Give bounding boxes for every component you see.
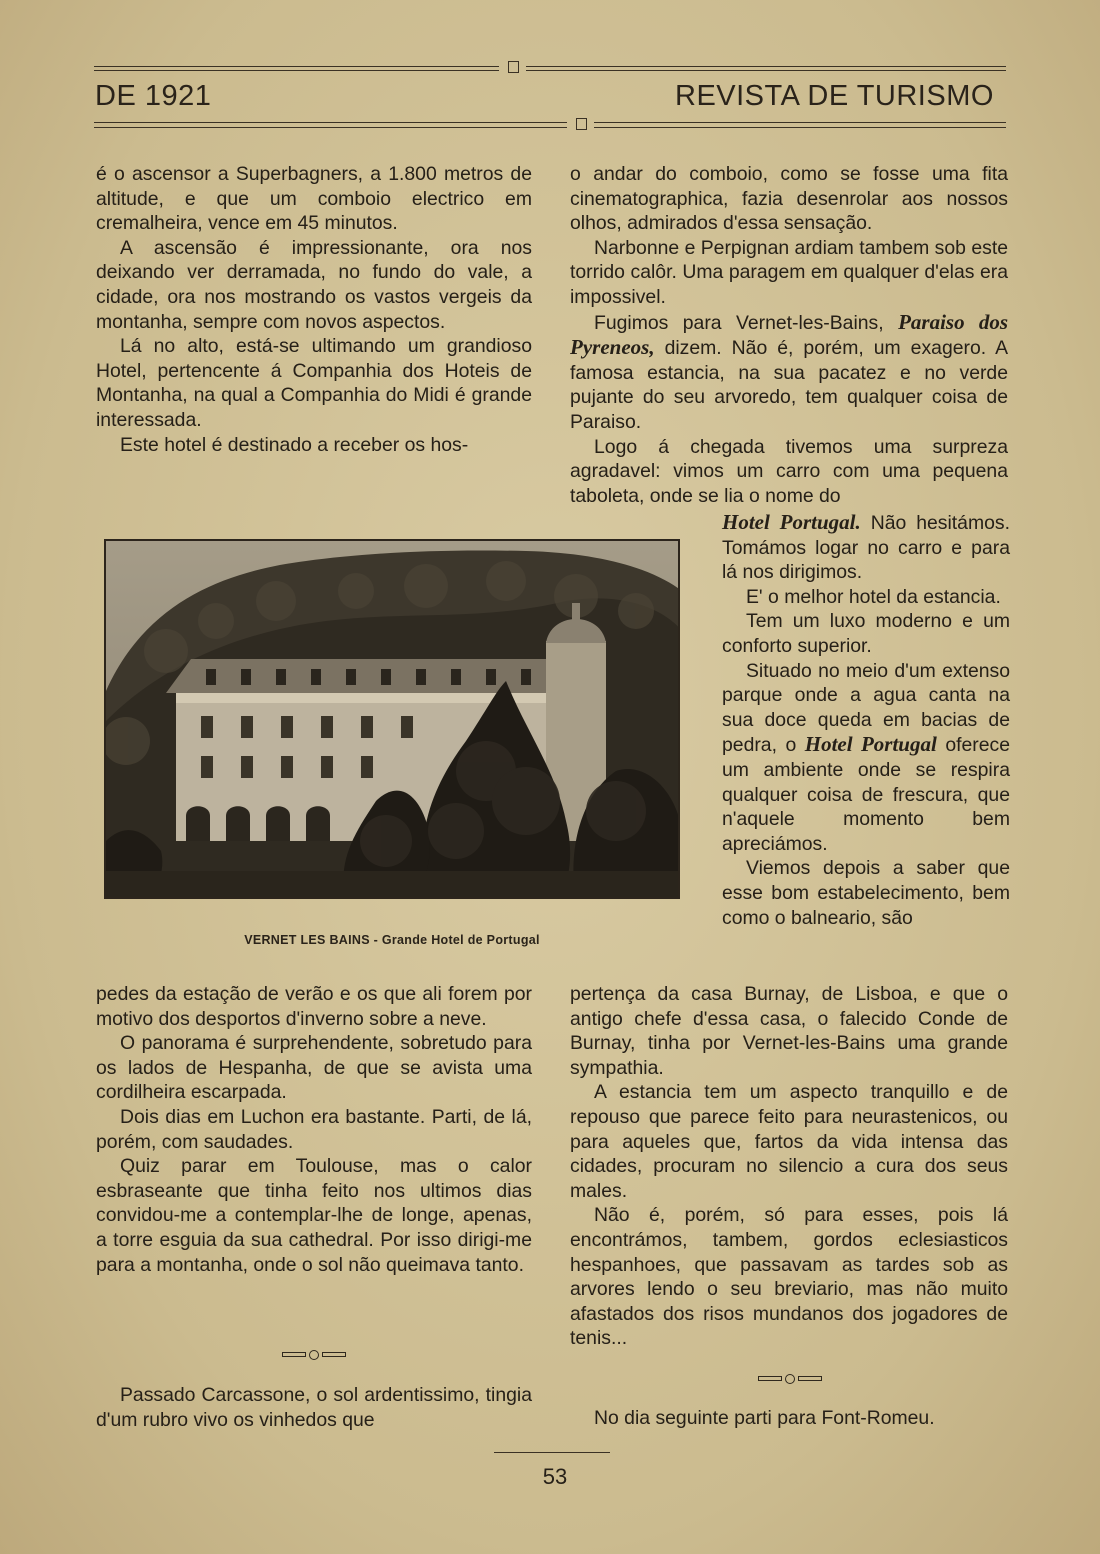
emphasis: Paraiso dos Pyreneos, [570, 309, 1009, 360]
paragraph: Logo á chegada tivemos uma surpreza agradavel: vimos um carro com uma pequena taboleta, onde se lia o nome do [570, 435, 1008, 507]
left-column-end [96, 1383, 532, 1432]
left-column-top [96, 162, 532, 457]
paragraph: A estancia tem um aspecto tranquillo e de repouso que parece feito para neurastenicos, ou para aqueles que, fartos da vida intensa das cidades, procuram no silencio a cura dos seus males. [570, 1081, 1008, 1202]
emphasis: Hotel Portugal [804, 732, 937, 757]
header-bottom-rule-right [594, 122, 1006, 128]
paragraph: Não é, porém, só para esses, pois lá encontrámos, tambem, gordos eclesiasticos hespanhoes, que passavam as tardes sob as arvores lendo o seu breviario, mas não muito afastados dos risos mundanos dos jogadores de tenis... [570, 1204, 1008, 1350]
text-run: Não hesitámos. Tomámos logar no carro e para lá nos dirigimos. [722, 512, 1010, 584]
text-run: Situado no meio d'um extenso parque onde a agua canta na sua doce queda em bacias de pedra, o [722, 659, 1010, 757]
paragraph: A ascensão é impressionante, ora nos deixando ver derramada, no fundo do vale, a cidade, ora nos mostrando os vastos vergeis da montanha, sempre com novos aspectos. [96, 236, 532, 333]
paragraph [722, 510, 1010, 585]
paragraph [570, 310, 1008, 435]
paragraph: No dia seguinte parti para Font-Romeu. [594, 1407, 935, 1429]
paragraph: Este hotel é destinado a receber os hos- [120, 433, 469, 456]
header-top-rule-left [94, 66, 499, 71]
paragraph: Quiz parar em Toulouse, mas o calor esbraseante que tinha feito nos ultimos dias convidou-me a contemplar-lhe de longe, apenas, a torre esguia da sua cathedral. Por isso dirigi-me para a montanha, onde o sol não queimava tanto. [96, 1155, 532, 1276]
paragraph: pertença da casa Burnay, de Lisboa, e que o antigo chefe d'essa casa, o falecido Conde de Burnay, tinha por Vernet-les-Bains uma grande sympathia. [570, 983, 1008, 1079]
emphasis: Hotel Portugal. [722, 510, 861, 534]
text-run: dizem. Não é, porém, um exagero. A famosa estancia, na sua pacatez e no verde pujante do seu arvoredo, tem qualquer coisa de Paraiso. [570, 337, 1008, 433]
text-run: oferece um ambiente onde se respira qualquer coisa de frescura, que n'aquele momento bem apreciámos. [722, 734, 1010, 855]
left-column-bottom [96, 982, 532, 1277]
section-divider-left [282, 1348, 346, 1362]
paragraph: é o ascensor a Superbagners, a 1.800 metros de altitude, e que um comboio electrico em cremalheira, vence em 45 minutos. [96, 163, 532, 235]
paragraph: Tem um luxo moderno e um conforto superior. [722, 610, 1010, 657]
paragraph: Dois dias em Luchon era bastante. Parti, de lá, porém, com saudades. [96, 1105, 532, 1153]
page-number: 53 [542, 1464, 568, 1489]
header-ornament-bottom [576, 118, 587, 130]
paragraph: o andar do comboio, como se fosse uma fita cinematographica, fazia desenrolar aos nossos olhos, admirados d'essa sensação. [570, 163, 1008, 235]
paragraph: Passado Carcassone, o sol ardentissimo, tingia d'um rubro vivo os vinhedos que [96, 1384, 532, 1431]
right-column-bottom [570, 982, 1008, 1351]
paragraph: pedes da estação de verão e os que ali forem por motivo dos desportos d'inverno sobre a neve. [96, 983, 532, 1030]
right-column-end [570, 1406, 1008, 1431]
paragraph: Viemos depois a saber que esse bom estabelecimento, bem como o balneario, são [722, 857, 1010, 929]
paragraph [722, 659, 1010, 857]
paragraph: Lá no alto, está-se ultimando um grandioso Hotel, pertencente á Companhia dos Hoteis de Montanha, na qual a Companhia do Midi é grande interessada. [96, 335, 532, 431]
paragraph: O panorama é surprehendente, sobretudo para os lados de Hespanha, de que se avista uma cordilheira escarpada. [96, 1032, 532, 1104]
figure-caption: VERNET LES BAINS - Grande Hotel de Portugal [244, 933, 540, 947]
hotel-photograph [104, 539, 680, 899]
paragraph: E' o melhor hotel da estancia. [746, 585, 1001, 608]
header-top-rule-right [526, 66, 1006, 71]
paragraph: Narbonne e Perpignan ardiam tambem sob este torrido calôr. Uma paragem em qualquer d'elas era impossivel. [570, 236, 1008, 308]
right-column-narrow [722, 510, 1010, 930]
text-run: Fugimos para Vernet-les-Bains, [594, 311, 884, 334]
header-bottom-rule-left [94, 122, 567, 128]
header-left: DE 1921 [95, 80, 212, 112]
header-ornament-top [508, 61, 519, 73]
footer-rule [494, 1452, 610, 1453]
right-column-top [570, 162, 1008, 508]
section-divider-right [758, 1372, 822, 1386]
hotel-illustration [106, 541, 680, 899]
header-right: REVISTA DE TURISMO [675, 80, 994, 112]
